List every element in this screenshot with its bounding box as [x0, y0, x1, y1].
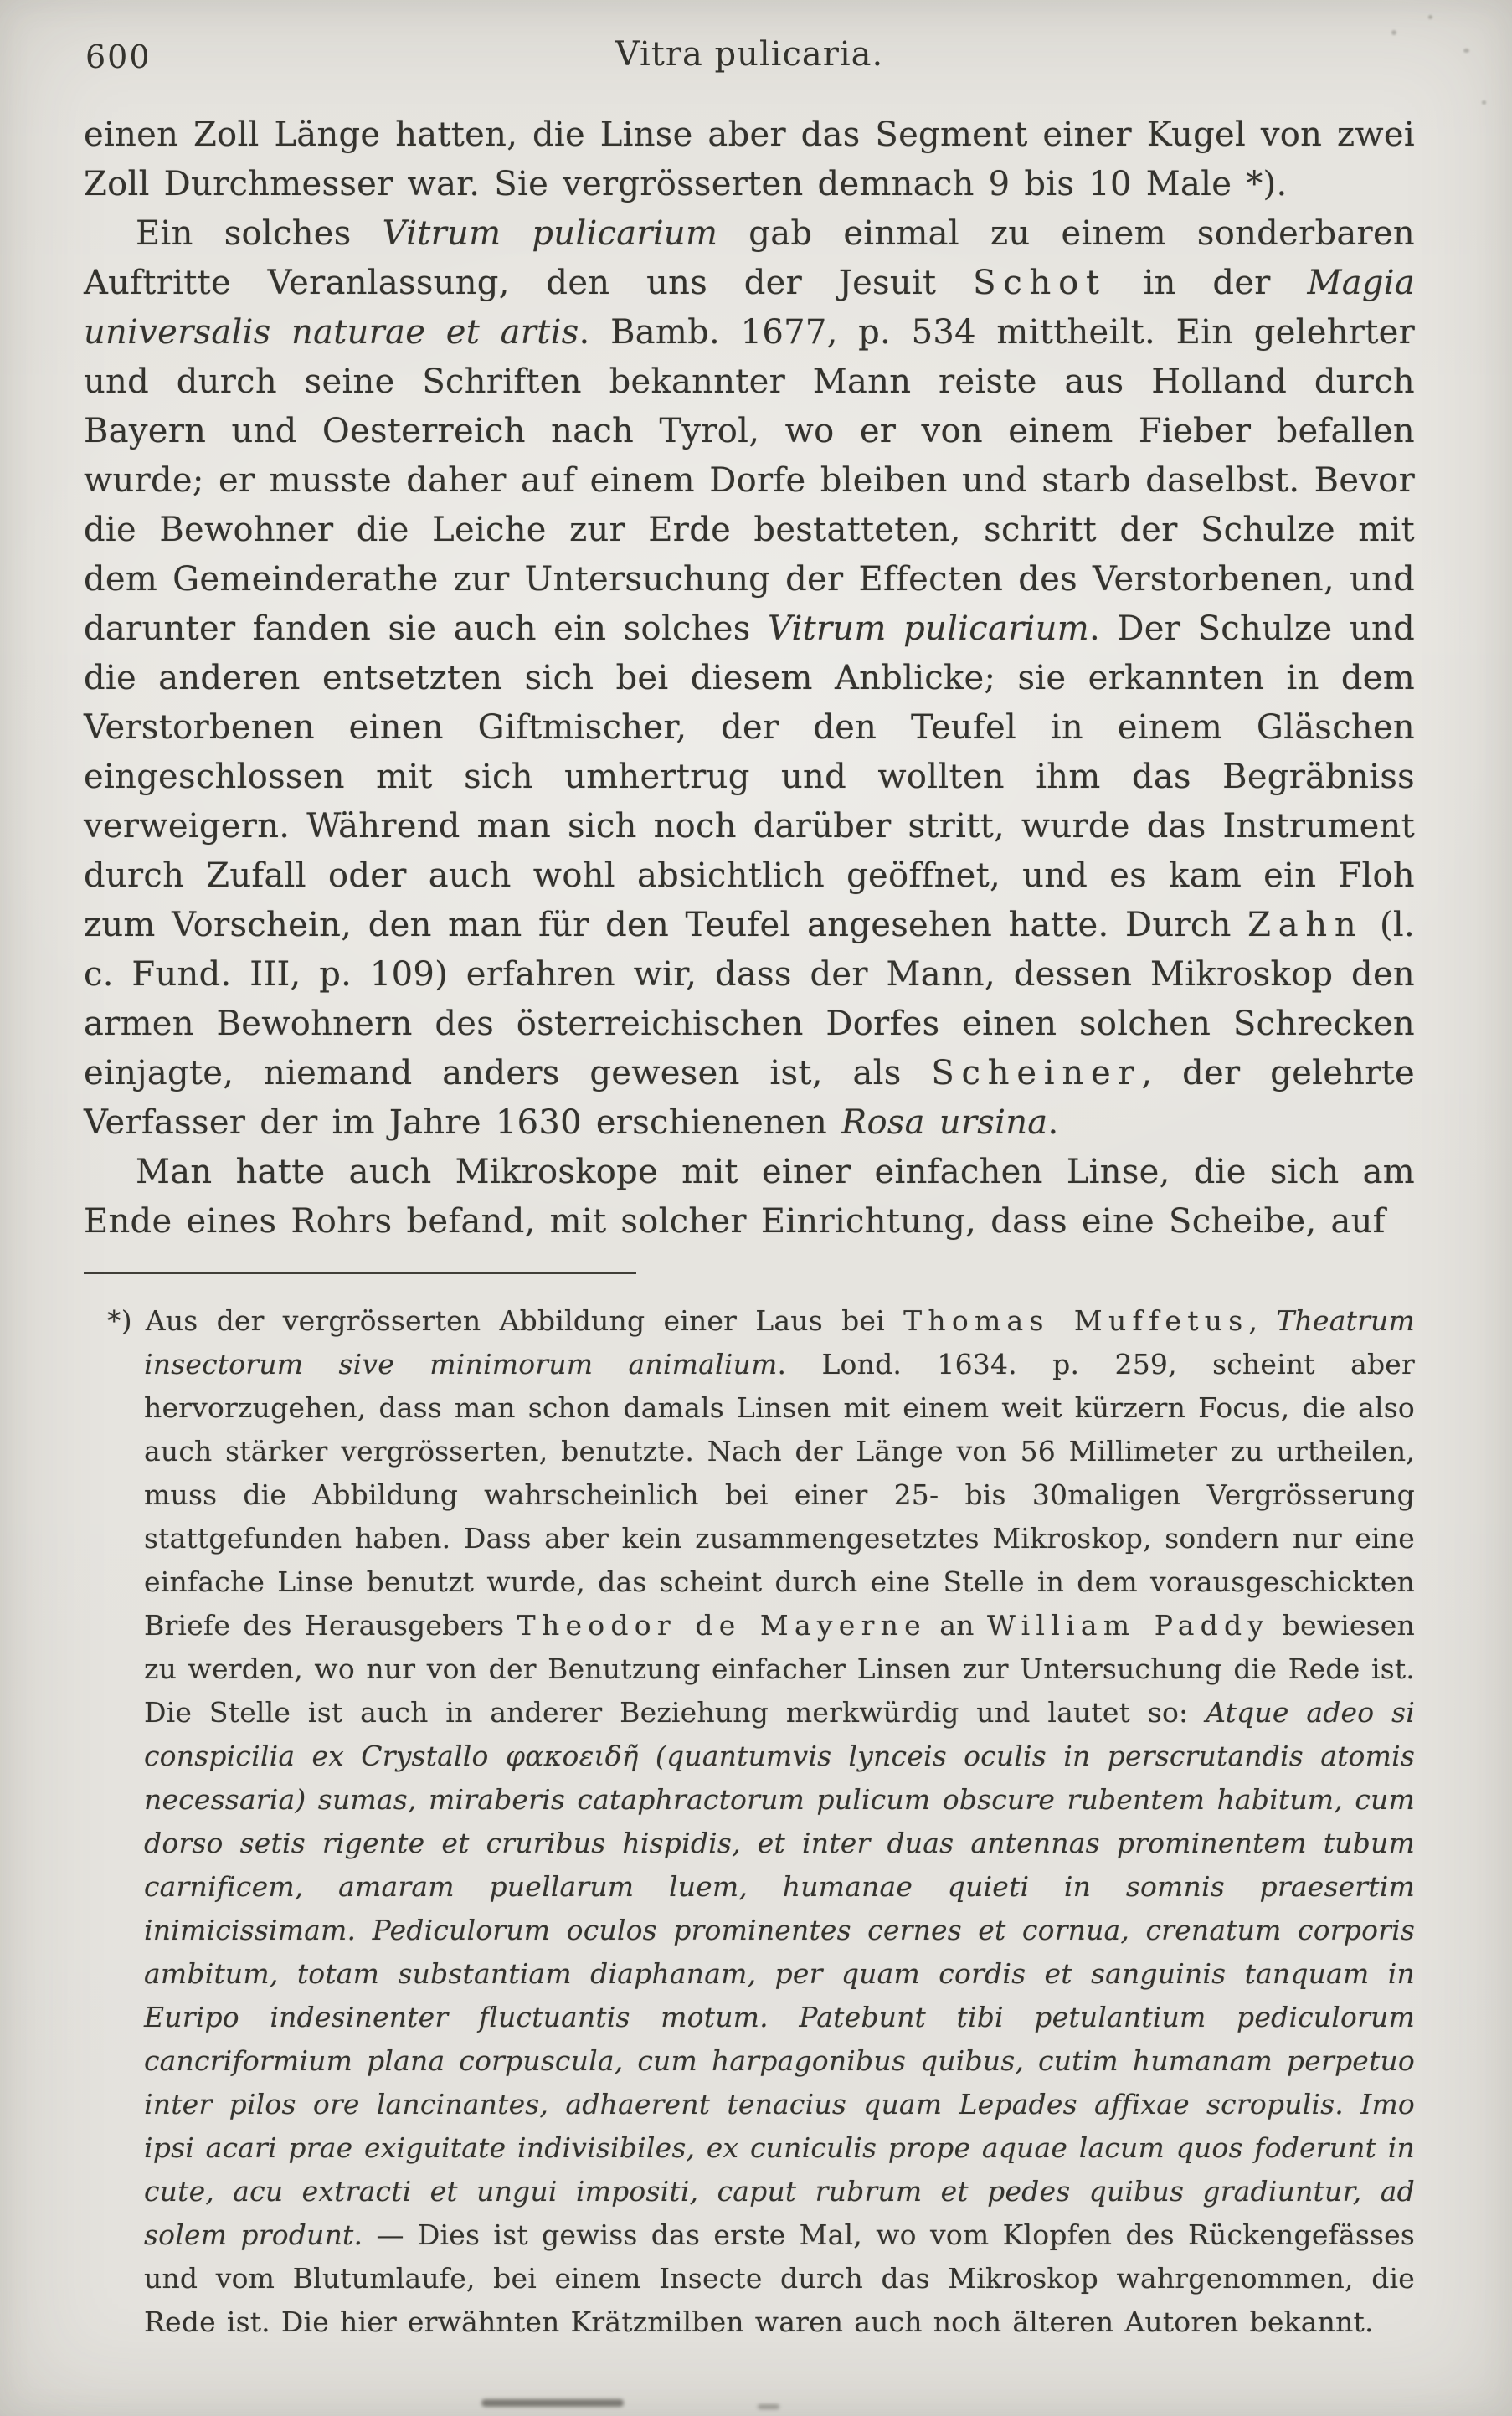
- text-segment-spaced: Thomas Muffetus: [903, 1304, 1249, 1337]
- text-segment: . Lond. 1634. p. 259, scheint aber hervorzugehen, dass man schon damals Linsen mit einem weit kürzern Focus, die also auch stärker vergrösserten, benutzte. Nach der Länge von 56 Millimeter zu urtheilen, muss die Abbildung wahrscheinlich bei einer 25- bis 30maligen Vergrösserung stattgefunden haben. Dass aber kein zusammengesetztes Mikroskop, sondern nur eine einfache Linse benutzt wurde, das scheint durch eine Stelle in dem vorausgeschickten Briefe des Herausgebers: [144, 1348, 1415, 1642]
- text-segment-italic: Magia universalis naturae et artis: [84, 264, 1415, 352]
- page-header: [0, 0, 1512, 97]
- body-text: [84, 111, 1415, 1247]
- scan-speckle: [1463, 49, 1469, 53]
- text-segment-spaced: Schot: [973, 264, 1107, 302]
- text-segment-italic: Rosa ursina: [841, 1103, 1048, 1142]
- scan-speckle: [1482, 100, 1486, 105]
- text-segment: bewiesen zu werden, wo nur von der Benutzung einfacher Linsen zur Untersuchung die Rede ist. Die Stelle ist auch in anderer Beziehung merkwürdig und lautet so:: [144, 1609, 1415, 1729]
- text-segment: (l. c. Fund. III, p. 109) erfahren wir, dass der Mann, dessen Mikroskop den armen Bewohnern des österreichischen Dorfes einen solchen Schrecken einjagte, niemand anders gewesen ist, als: [84, 906, 1416, 1092]
- scan-smudge: [758, 2404, 779, 2409]
- text-segment-italic: Vitrum pulicarium: [768, 609, 1089, 648]
- running-title: Vitra pulicaria.: [615, 35, 884, 74]
- footnote: [107, 1299, 1416, 2344]
- text-segment: . Der Schulze und die anderen entsetzten sich bei diesem Anblicke; sie erkannten in dem Verstorbenen einen Giftmischer, der den Teufel in einem Gläschen eingeschlossen mit sich umhertrug und wollten ihm das Begräbniss verweigern. Während man sich noch darüber stritt, wurde das Instrument durch Zufall oder auch wohl absichtlich geöffnet, und es kam ein Floh zum Vorschein, den man für den Teufel angesehen hatte. Durch: [84, 609, 1415, 944]
- text-segment: Man hatte auch Mikroskope mit einer einfachen Linse, die sich am Ende eines Rohrs befand, mit solcher Einrichtung, dass eine Scheibe, auf: [84, 1153, 1415, 1241]
- text-segment-spaced: Theodor de Mayerne: [517, 1609, 927, 1642]
- text-segment-spaced: Scheiner: [931, 1054, 1142, 1092]
- scan-speckle: [1428, 15, 1432, 19]
- paragraph: [84, 111, 1415, 209]
- scan-speckle: [1391, 30, 1396, 35]
- text-segment: . Bamb. 1677, p. 534 mittheilt. Ein gelehrter und durch seine Schriften bekannter Mann reiste aus Holland durch Bayern und Oesterreich nach Tyrol, wo er von einem Fieber befallen wurde; er musste daher auf einem Dorfe bleiben und starb daselbst. Bevor die Bewohner die Leiche zur Erde bestatteten, schritt der Schulze mit dem Gemeinderathe zur Untersuchung der Effecten des Verstorbenen, und darunter fanden sie auch ein solches: [84, 313, 1415, 648]
- page-number: 600: [85, 39, 152, 75]
- text-segment-spaced: Zahn: [1247, 906, 1364, 944]
- text-segment: an: [926, 1609, 987, 1642]
- text-segment: einen Zoll Länge hatten, die Linse aber das Segment einer Kugel von zwei Zoll Durchmesser war. Sie vergrösserten demnach 9 bis 10 Male *).: [84, 116, 1415, 203]
- text-segment-italic: Vitrum pulicarium: [382, 214, 718, 253]
- scan-smudge: [481, 2399, 624, 2407]
- text-segment-italic: Atque adeo si conspicilia ex Crystallo φακοειδῆ (quantumvis lynceis oculis in perscrutandis atomis necessaria) sumas, miraberis cataphractorum pulicum obscure rubentem habitum, cum dorso setis rigente et cruribus hispidis, et inter duas antennas prominentem tubum carnificem, amaram puellarum luem, humanae quieti in somnis praesertim inimicissimam. Pediculorum oculos prominentes cernes et cornua, crenatum corporis ambitum, totam substantiam diaphanam, per quam cordis et sanguinis tanquam in Euripo indesinenter fluctuantis motum. Patebunt tibi petulantium pediculorum cancriformium plana corpuscula, cum harpagonibus quibus, cutim humanam perpetuo inter pilos ore lancinantes, adhaerent tenacius quam Lepades affixae scropulis. Imo ipsi acari prae exiguitate indivisibiles, ex cuniculis prope aquae lacum quos foderunt in cute, acu extracti et ungui impositi, caput rubrum et pedes quibus gradiuntur, ad solem produnt.: [144, 1696, 1416, 2251]
- footnote-marker: *): [107, 1304, 132, 1337]
- text-segment: , der gelehrte Verfasser der im Jahre 1630 erschienenen: [84, 1054, 1416, 1142]
- text-segment: in der: [1106, 264, 1308, 302]
- text-segment-italic: Theatrum insectorum sive minimorum animalium: [144, 1304, 1415, 1380]
- text-segment: gab einmal zu einem sonderbaren Auftritte Veranlassung, den uns der Jesuit: [84, 214, 1415, 302]
- text-segment: ,: [1248, 1304, 1277, 1337]
- footnote-paragraph: [107, 1299, 1416, 2344]
- text-segment: — Dies ist gewiss das erste Mal, wo vom Klopfen des Rückengefässes und vom Blutumlaufe, bei einem Insecte durch das Mikroskop wahrgenommen, die Rede ist. Die hier erwähnten Krätzmilben waren auch noch älteren Autoren bekannt.: [144, 2218, 1415, 2338]
- paragraph: [84, 1148, 1415, 1247]
- text-segment: .: [1047, 1103, 1059, 1142]
- text-segment: Aus der vergrösserten Abbildung einer Laus bei: [145, 1304, 904, 1337]
- footnote-body: [144, 1304, 1415, 2338]
- text-segment: Ein solches: [136, 214, 383, 253]
- text-segment-spaced: William Paddy: [986, 1609, 1270, 1642]
- footnote-separator: [84, 1272, 636, 1274]
- paragraph: [84, 209, 1415, 1148]
